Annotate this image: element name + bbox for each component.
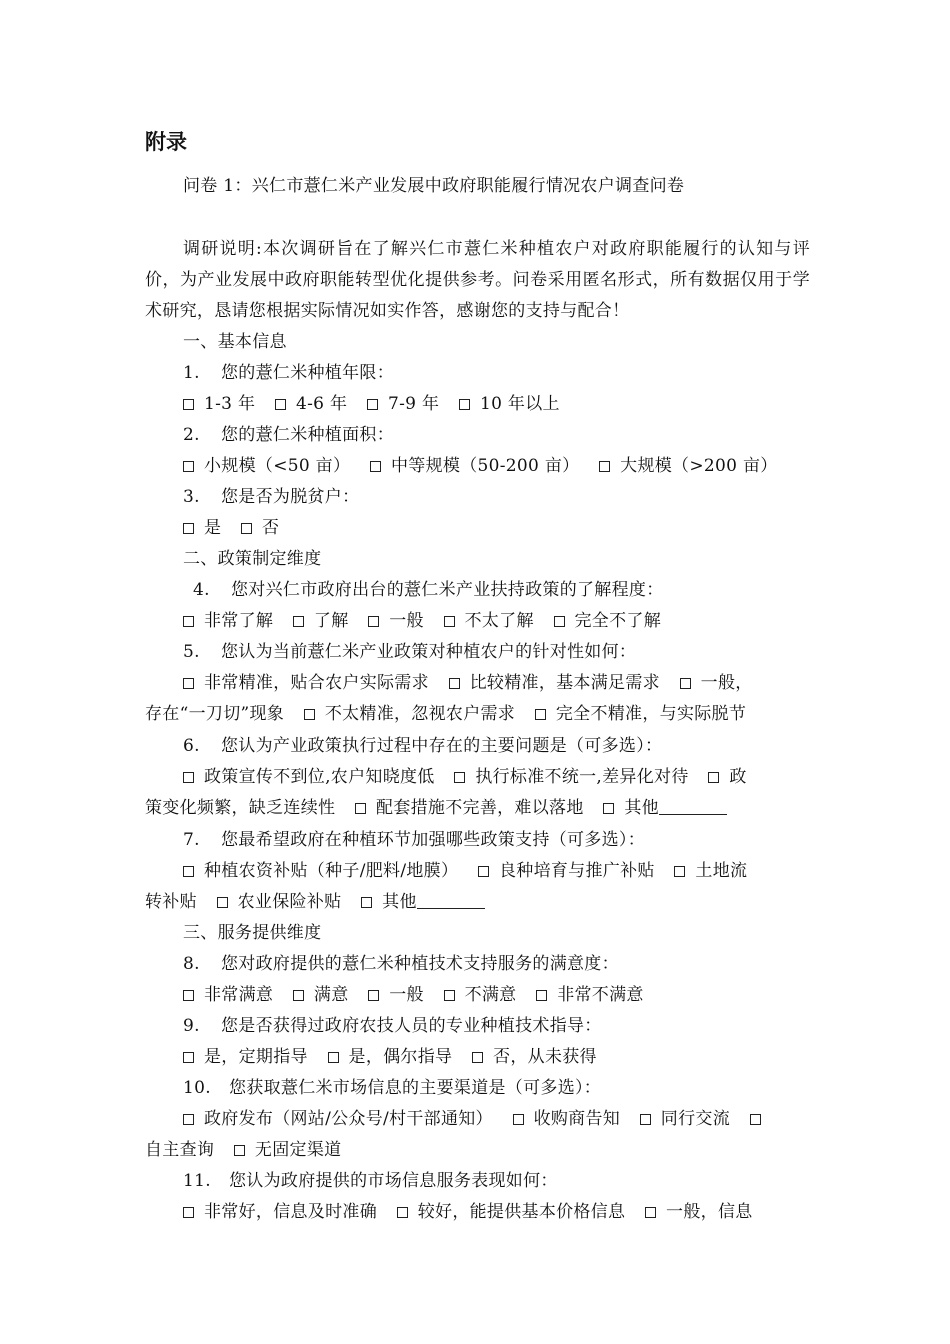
option-label: 较好，能提供基本价格信息 — [417, 1202, 626, 1222]
question-number: 9. — [183, 1016, 200, 1036]
question-11 — [183, 1170, 810, 1192]
option-label: 非常精准，贴合农户实际需求 — [204, 673, 429, 693]
section-policy: 二、政策制定维度 — [183, 549, 322, 569]
checkbox[interactable] — [674, 866, 685, 877]
question-number: 6. — [183, 736, 200, 756]
question-9 — [183, 1015, 810, 1037]
checkbox[interactable] — [217, 897, 228, 908]
option-label: 是 — [204, 518, 222, 538]
option-label: 大规模（>200 亩） — [620, 456, 778, 476]
option-label: 策变化频繁，缺乏连续性 — [145, 798, 336, 818]
option-label: 转补贴 — [145, 892, 197, 912]
checkbox[interactable] — [449, 678, 460, 689]
option-label: 非常不满意 — [557, 985, 644, 1005]
question-number: 3. — [183, 487, 200, 507]
question-1 — [183, 362, 810, 384]
option-label: 满意 — [313, 985, 349, 1005]
question-number: 1. — [183, 363, 200, 383]
question-number: 5. — [183, 642, 200, 662]
question-7-options — [183, 860, 810, 882]
question-text: 您获取薏仁米市场信息的主要渠道是（可多选）： — [229, 1078, 602, 1098]
question-10-options — [183, 1108, 810, 1130]
question-3 — [183, 486, 810, 508]
appendix-title: 附录 — [145, 130, 187, 154]
option-label: 不太了解 — [464, 611, 534, 631]
checkbox[interactable] — [183, 678, 194, 689]
checkbox[interactable] — [472, 1052, 483, 1063]
checkbox[interactable] — [603, 803, 614, 814]
question-text: 您认为产业政策执行过程中存在的主要问题是（可多选）： — [221, 736, 663, 756]
option-label: 配套措施不完善，难以落地 — [376, 798, 584, 818]
option-label: 10 年以上 — [480, 394, 560, 414]
option-label: 完全不了解 — [574, 611, 661, 631]
option-label: 其他 — [382, 892, 417, 912]
checkbox[interactable] — [183, 1052, 194, 1063]
question-3-options — [183, 517, 810, 539]
checkbox[interactable] — [750, 1114, 761, 1125]
checkbox[interactable] — [183, 1114, 194, 1125]
question-8-options — [183, 984, 810, 1006]
questionnaire-title: 问卷 1：兴仁市薏仁米产业发展中政府职能履行情况农户调查问卷 — [183, 176, 685, 196]
checkbox[interactable] — [367, 399, 378, 410]
checkbox[interactable] — [680, 678, 691, 689]
checkbox[interactable] — [183, 399, 194, 410]
option-label: 一般， — [700, 673, 753, 693]
option-label: 4-6 年 — [296, 394, 348, 414]
fill-in-blank[interactable] — [417, 908, 485, 909]
option-label: 否 — [262, 518, 280, 538]
question-number: 11. — [183, 1171, 211, 1191]
checkbox[interactable] — [640, 1114, 651, 1125]
checkbox[interactable] — [554, 616, 565, 627]
question-number: 4. — [193, 580, 210, 600]
option-label: 政策宣传不到位,农户知晓度低 — [204, 767, 435, 787]
checkbox[interactable] — [183, 523, 194, 534]
checkbox[interactable] — [397, 1207, 408, 1218]
option-label: 执行标准不统一,差异化对待 — [475, 767, 689, 787]
checkbox[interactable] — [513, 1114, 524, 1125]
checkbox[interactable] — [361, 897, 372, 908]
option-label: 农业保险补贴 — [237, 892, 342, 912]
checkbox[interactable] — [478, 866, 489, 877]
question-number: 2. — [183, 425, 200, 445]
section-basic-info: 一、基本信息 — [183, 332, 287, 352]
option-label: 不满意 — [464, 985, 517, 1005]
question-5-options-cont — [145, 703, 810, 725]
option-label: 是，定期指导 — [204, 1047, 308, 1067]
option-label: 比较精准，基本满足需求 — [469, 673, 660, 693]
question-7-options-cont — [145, 891, 810, 913]
checkbox[interactable] — [183, 772, 194, 783]
option-label: 土地流 — [695, 861, 748, 881]
survey-intro: 调研说明:本次调研旨在了解兴仁市薏仁米种植农户对政府职能履行的认知与评价，为产业发展中政府职能转型优化提供参考。问卷采用匿名形式，所有数据仅用于学术研究，恳请您根据实际情况如实作答，感谢您的支持与配合！ — [145, 239, 810, 321]
question-4-options — [183, 610, 810, 632]
option-label: 一般 — [389, 611, 424, 631]
question-text: 您的薏仁米种植年限： — [221, 363, 394, 383]
question-2-options — [183, 455, 810, 477]
option-label: 非常了解 — [204, 611, 274, 631]
checkbox[interactable] — [645, 1207, 656, 1218]
question-5 — [183, 641, 810, 663]
fill-in-blank[interactable] — [659, 814, 727, 815]
question-text: 您认为政府提供的市场信息服务表现如何： — [229, 1171, 558, 1191]
checkbox[interactable] — [444, 616, 455, 627]
question-text: 您是否为脱贫户： — [221, 487, 360, 507]
option-label: 完全不精准，与实际脱节 — [555, 704, 747, 724]
question-10-options-cont — [145, 1139, 810, 1161]
option-label: 不太精准，忽视农户需求 — [324, 704, 516, 724]
question-number: 7. — [183, 830, 200, 850]
checkbox[interactable] — [183, 616, 194, 627]
option-label: 自主查询 — [145, 1140, 215, 1160]
question-text: 您最希望政府在种植环节加强哪些政策支持（可多选）： — [221, 830, 645, 850]
option-label: 种植农资补贴（种子/肥料/地膜） — [204, 861, 459, 881]
option-label: 7-9 年 — [388, 394, 440, 414]
option-label: 存在“一刀切”现象 — [145, 704, 285, 724]
checkbox[interactable] — [328, 1052, 339, 1063]
question-6 — [183, 735, 810, 757]
option-label: 其他 — [624, 798, 659, 818]
checkbox[interactable] — [459, 399, 470, 410]
checkbox[interactable] — [275, 399, 286, 410]
checkbox[interactable] — [241, 523, 252, 534]
option-label: 一般 — [389, 985, 424, 1005]
checkbox[interactable] — [183, 1207, 194, 1218]
option-label: 收购商告知 — [533, 1109, 621, 1129]
question-9-options — [183, 1046, 810, 1068]
checkbox[interactable] — [183, 990, 194, 1001]
option-label: 良种培育与推广补贴 — [498, 861, 655, 881]
checkbox[interactable] — [535, 709, 546, 720]
question-10 — [183, 1077, 810, 1099]
checkbox[interactable] — [183, 866, 194, 877]
option-label: 否，从未获得 — [493, 1047, 597, 1067]
checkbox[interactable] — [370, 461, 381, 472]
checkbox[interactable] — [454, 772, 465, 783]
option-label: 政府发布（网站/公众号/村干部通知） — [204, 1109, 493, 1129]
option-label: 非常满意 — [204, 985, 274, 1005]
question-text: 您对政府提供的薏仁米种植技术支持服务的满意度： — [221, 954, 619, 974]
checkbox[interactable] — [355, 803, 366, 814]
question-number: 8. — [183, 954, 200, 974]
section-service: 三、服务提供维度 — [183, 923, 322, 943]
question-number: 10. — [183, 1078, 211, 1098]
checkbox[interactable] — [368, 616, 379, 627]
question-text: 您的薏仁米种植面积： — [221, 425, 394, 445]
question-8 — [183, 953, 810, 975]
checkbox[interactable] — [444, 990, 455, 1001]
option-label: 同行交流 — [660, 1109, 730, 1129]
checkbox[interactable] — [536, 990, 547, 1001]
question-5-options — [183, 672, 810, 694]
checkbox[interactable] — [234, 1145, 245, 1156]
question-text: 您认为当前薏仁米产业政策对种植农户的针对性如何： — [221, 642, 637, 662]
option-label: 是，偶尔指导 — [348, 1047, 453, 1067]
question-11-options — [183, 1201, 810, 1223]
option-label: 中等规模（50-200 亩） — [391, 456, 580, 476]
question-text: 您对兴仁市政府出台的薏仁米产业扶持政策的了解程度： — [231, 580, 664, 600]
question-7 — [183, 829, 810, 851]
option-label: 了解 — [313, 611, 349, 631]
question-text: 您是否获得过政府农技人员的专业种植技术指导： — [221, 1016, 602, 1036]
question-1-options — [183, 393, 810, 415]
checkbox[interactable] — [183, 461, 194, 472]
checkbox[interactable] — [599, 461, 610, 472]
checkbox[interactable] — [368, 990, 379, 1001]
question-2 — [183, 424, 810, 446]
option-label: 政 — [729, 767, 747, 787]
checkbox[interactable] — [708, 772, 719, 783]
question-6-options — [183, 766, 810, 788]
option-label: 小规模（<50 亩） — [204, 456, 351, 476]
checkbox[interactable] — [304, 709, 315, 720]
question-6-options-cont — [145, 797, 810, 819]
option-label: 一般，信息 — [666, 1202, 753, 1222]
checkbox[interactable] — [293, 990, 304, 1001]
question-4 — [193, 579, 820, 601]
option-label: 无固定渠道 — [254, 1140, 342, 1160]
checkbox[interactable] — [293, 616, 304, 627]
option-label: 1-3 年 — [204, 394, 256, 414]
option-label: 非常好，信息及时准确 — [204, 1202, 377, 1222]
